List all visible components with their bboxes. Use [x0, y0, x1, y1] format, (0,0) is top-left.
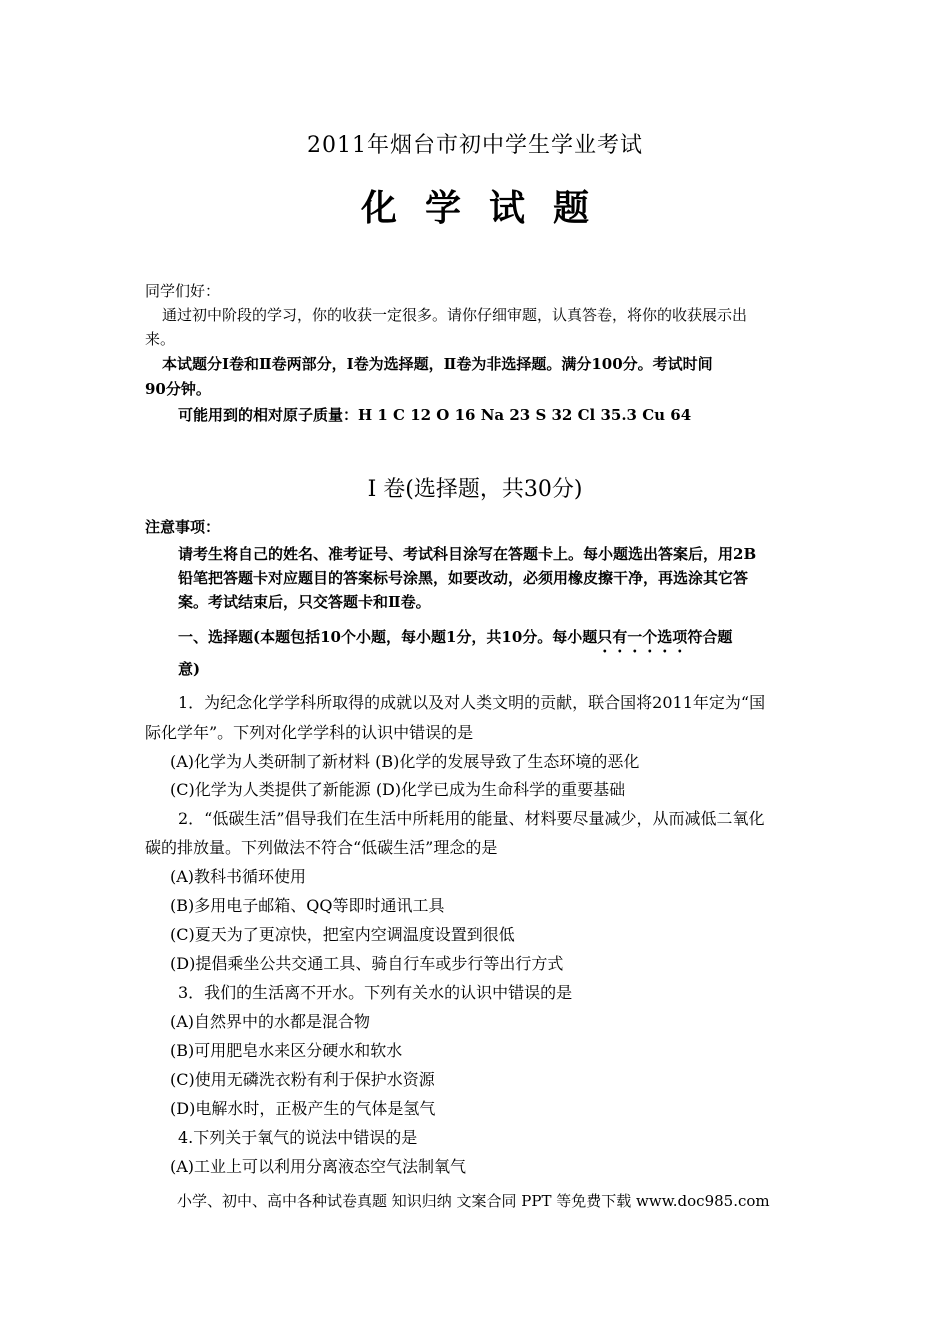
greeting: 同学们好： [145, 282, 221, 300]
notice-line-3: 案。考试结束后，只交答题卡和Ⅱ卷。 [178, 593, 431, 611]
question-2-line-1: 2．“低碳生活”倡导我们在生活中所耗用的能量、材料要尽量减少，从而减低二氧化 [178, 809, 765, 828]
question-3-option-b: (B)可用肥皂水来区分硬水和软水 [170, 1041, 403, 1060]
question-2-option-a: (A)教科书循环使用 [170, 867, 307, 886]
exam-info-line-1: 本试题分Ⅰ卷和Ⅱ卷两部分，Ⅰ卷为选择题，Ⅱ卷为非选择题。满分100分。考试时间 [162, 355, 713, 373]
subject-title: 化学试题 [360, 187, 617, 229]
notice-line-2: 铅笔把答题卡对应题目的答案标号涂黑，如要改动，必须用橡皮擦干净，再选涂其它答 [178, 569, 749, 587]
atomic-masses: 可能用到的相对原子质量：H 1 C 12 O 16 Na 23 S 32 Cl 35.3 Cu 64 [178, 406, 692, 424]
intro-line-2: 来。 [145, 330, 176, 348]
question-2-line-2: 碳的排放量。下列做法不符合“低碳生活”理念的是 [145, 838, 498, 857]
question-4-option-a: (A)工业上可以利用分离液态空气法制氧气 [170, 1157, 467, 1176]
question-1-line-2: 际化学年”。下列对化学学科的认识中错误的是 [145, 723, 474, 742]
part-one-text-a: 一、选择题(本题包括10个小题，每小题1分，共10分。每小题 [178, 628, 598, 646]
question-1-line-1: 1．为纪念化学学科所取得的成就以及对人类文明的贡献，联合国将2011年定为“国 [178, 693, 766, 712]
notice-line-1: 请考生将自己的姓名、准考证号、考试科目涂写在答题卡上。每小题选出答案后，用2B [178, 545, 757, 563]
exam-title: 2011年烟台市初中学生学业考试 [307, 133, 643, 158]
question-2-option-b: (B)多用电子邮箱、QQ等即时通讯工具 [170, 896, 445, 915]
part-one-heading-line-2: 意) [178, 660, 201, 678]
notice-title: 注意事项： [145, 518, 221, 536]
section-heading: Ⅰ 卷(选择题，共30分) [367, 477, 583, 502]
question-3-line-1: 3．我们的生活离不开水。下列有关水的认识中错误的是 [178, 983, 573, 1002]
question-1-options-ab: (A)化学为人类研制了新材料 (B)化学的发展导致了生态环境的恶化 [170, 752, 640, 771]
part-one-text-c: 符合题 [687, 628, 733, 646]
exam-info-line-2: 90分钟。 [145, 380, 211, 398]
part-one-emphasis: 只有一个选项 [597, 628, 688, 646]
question-2-option-c: (C)夏天为了更凉快，把室内空调温度设置到很低 [170, 925, 515, 944]
footer-text: 小学、初中、高中各种试卷真题 知识归纳 文案合同 PPT 等免费下载 www.doc985.com [177, 1192, 770, 1210]
question-3-option-d: (D)电解水时，正极产生的气体是氢气 [170, 1099, 436, 1118]
question-3-option-a: (A)自然界中的水都是混合物 [170, 1012, 371, 1031]
question-4-line-1: 4.下列关于氧气的说法中错误的是 [178, 1128, 418, 1147]
question-1-options-cd: (C)化学为人类提供了新能源 (D)化学已成为生命科学的重要基础 [170, 780, 626, 799]
question-2-option-d: (D)提倡乘坐公共交通工具、骑自行车或步行等出行方式 [170, 954, 564, 973]
part-one-heading [178, 626, 732, 656]
intro-line-1: 通过初中阶段的学习，你的收获一定很多。请你仔细审题，认真答卷，将你的收获展示出 [162, 306, 748, 324]
question-3-option-c: (C)使用无磷洗衣粉有利于保护水资源 [170, 1070, 435, 1089]
